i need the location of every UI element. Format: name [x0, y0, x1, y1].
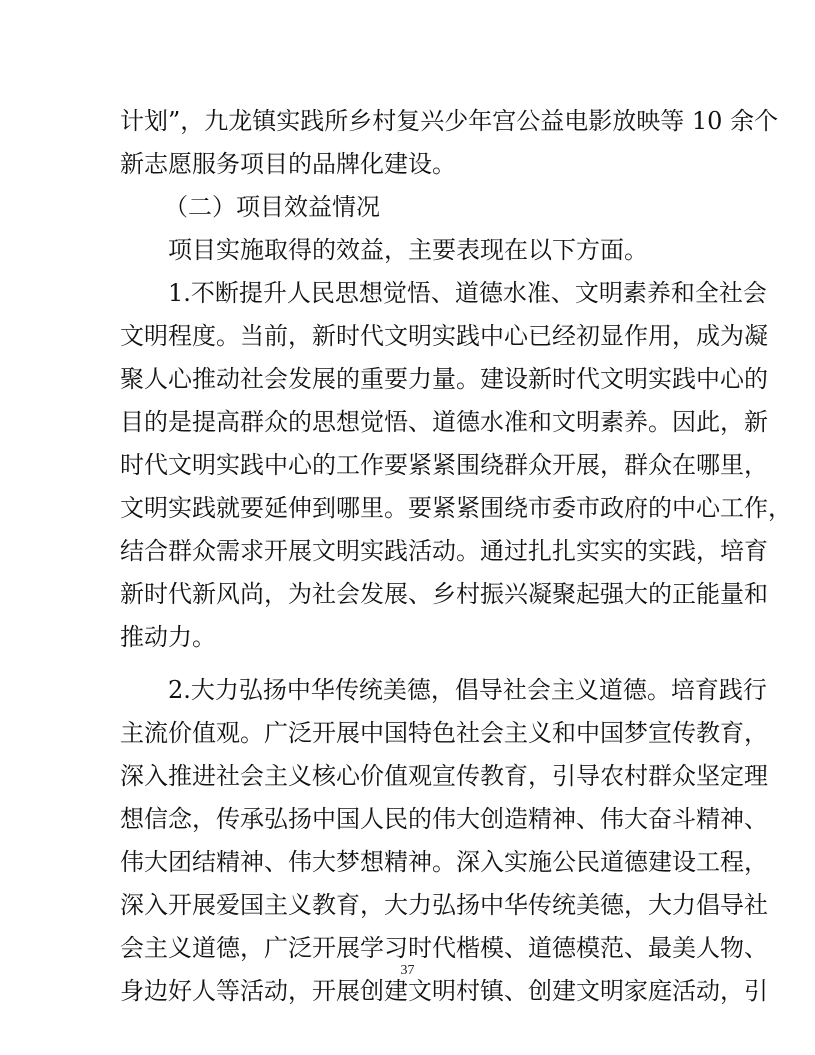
text-line: 项目实施取得的效益，主要表现在以下方面。: [168, 236, 648, 264]
text-line: 计划”，九龙镇实践所乡村复兴少年宫公益电影放映等 10 余个: [120, 107, 779, 135]
text-line: 新时代新风尚，为社会发展、乡村振兴凝聚起强大的正能量和: [120, 580, 768, 608]
paragraph-gap: [120, 659, 700, 669]
text-line: 聚人心推动社会发展的重要力量。建设新时代文明实践中心的: [120, 365, 768, 393]
text-line: 推动力。: [120, 623, 216, 651]
page-number: 37: [400, 963, 415, 978]
text-line: 深入推进社会主义核心价值观宣传教育，引导农村群众坚定理: [120, 762, 768, 790]
text-line: 新志愿服务项目的品牌化建设。: [120, 150, 456, 178]
text-line: 2.大力弘扬中华传统美德，倡导社会主义道德。培育践行: [168, 676, 767, 704]
document-body: [120, 100, 792, 1013]
text-line: 文明实践就要延伸到哪里。要紧紧围绕市委市政府的中心工作，: [120, 494, 792, 522]
text-line: 想信念，传承弘扬中国人民的伟大创造精神、伟大奋斗精神、: [120, 805, 768, 833]
text-line: 结合群众需求开展文明实践活动。通过扎扎实实的实践，培育: [120, 537, 768, 565]
text-line: 1.不断提升人民思想觉悟、道德水准、文明素养和全社会: [168, 279, 767, 307]
text-line: 伟大团结精神、伟大梦想精神。深入实施公民道德建设工程，: [120, 848, 768, 876]
text-line: 深入开展爱国主义教育，大力弘扬中华传统美德，大力倡导社: [120, 891, 768, 919]
text-line: 身边好人等活动，开展创建文明村镇、创建文明家庭活动，引: [120, 977, 768, 1005]
text-line: 会主义道德，广泛开展学习时代楷模、道德模范、最美人物、: [120, 934, 768, 962]
text-line: 文明程度。当前，新时代文明实践中心已经初显作用，成为凝: [120, 322, 768, 350]
text-line: 目的是提高群众的思想觉悟、道德水准和文明素养。因此，新: [120, 408, 768, 436]
text-line: 时代文明实践中心的工作要紧紧围绕群众开展，群众在哪里，: [120, 451, 768, 479]
section-heading: （二）项目效益情况: [164, 193, 380, 221]
text-line: 主流价值观。广泛开展中国特色社会主义和中国梦宣传教育，: [120, 719, 768, 747]
